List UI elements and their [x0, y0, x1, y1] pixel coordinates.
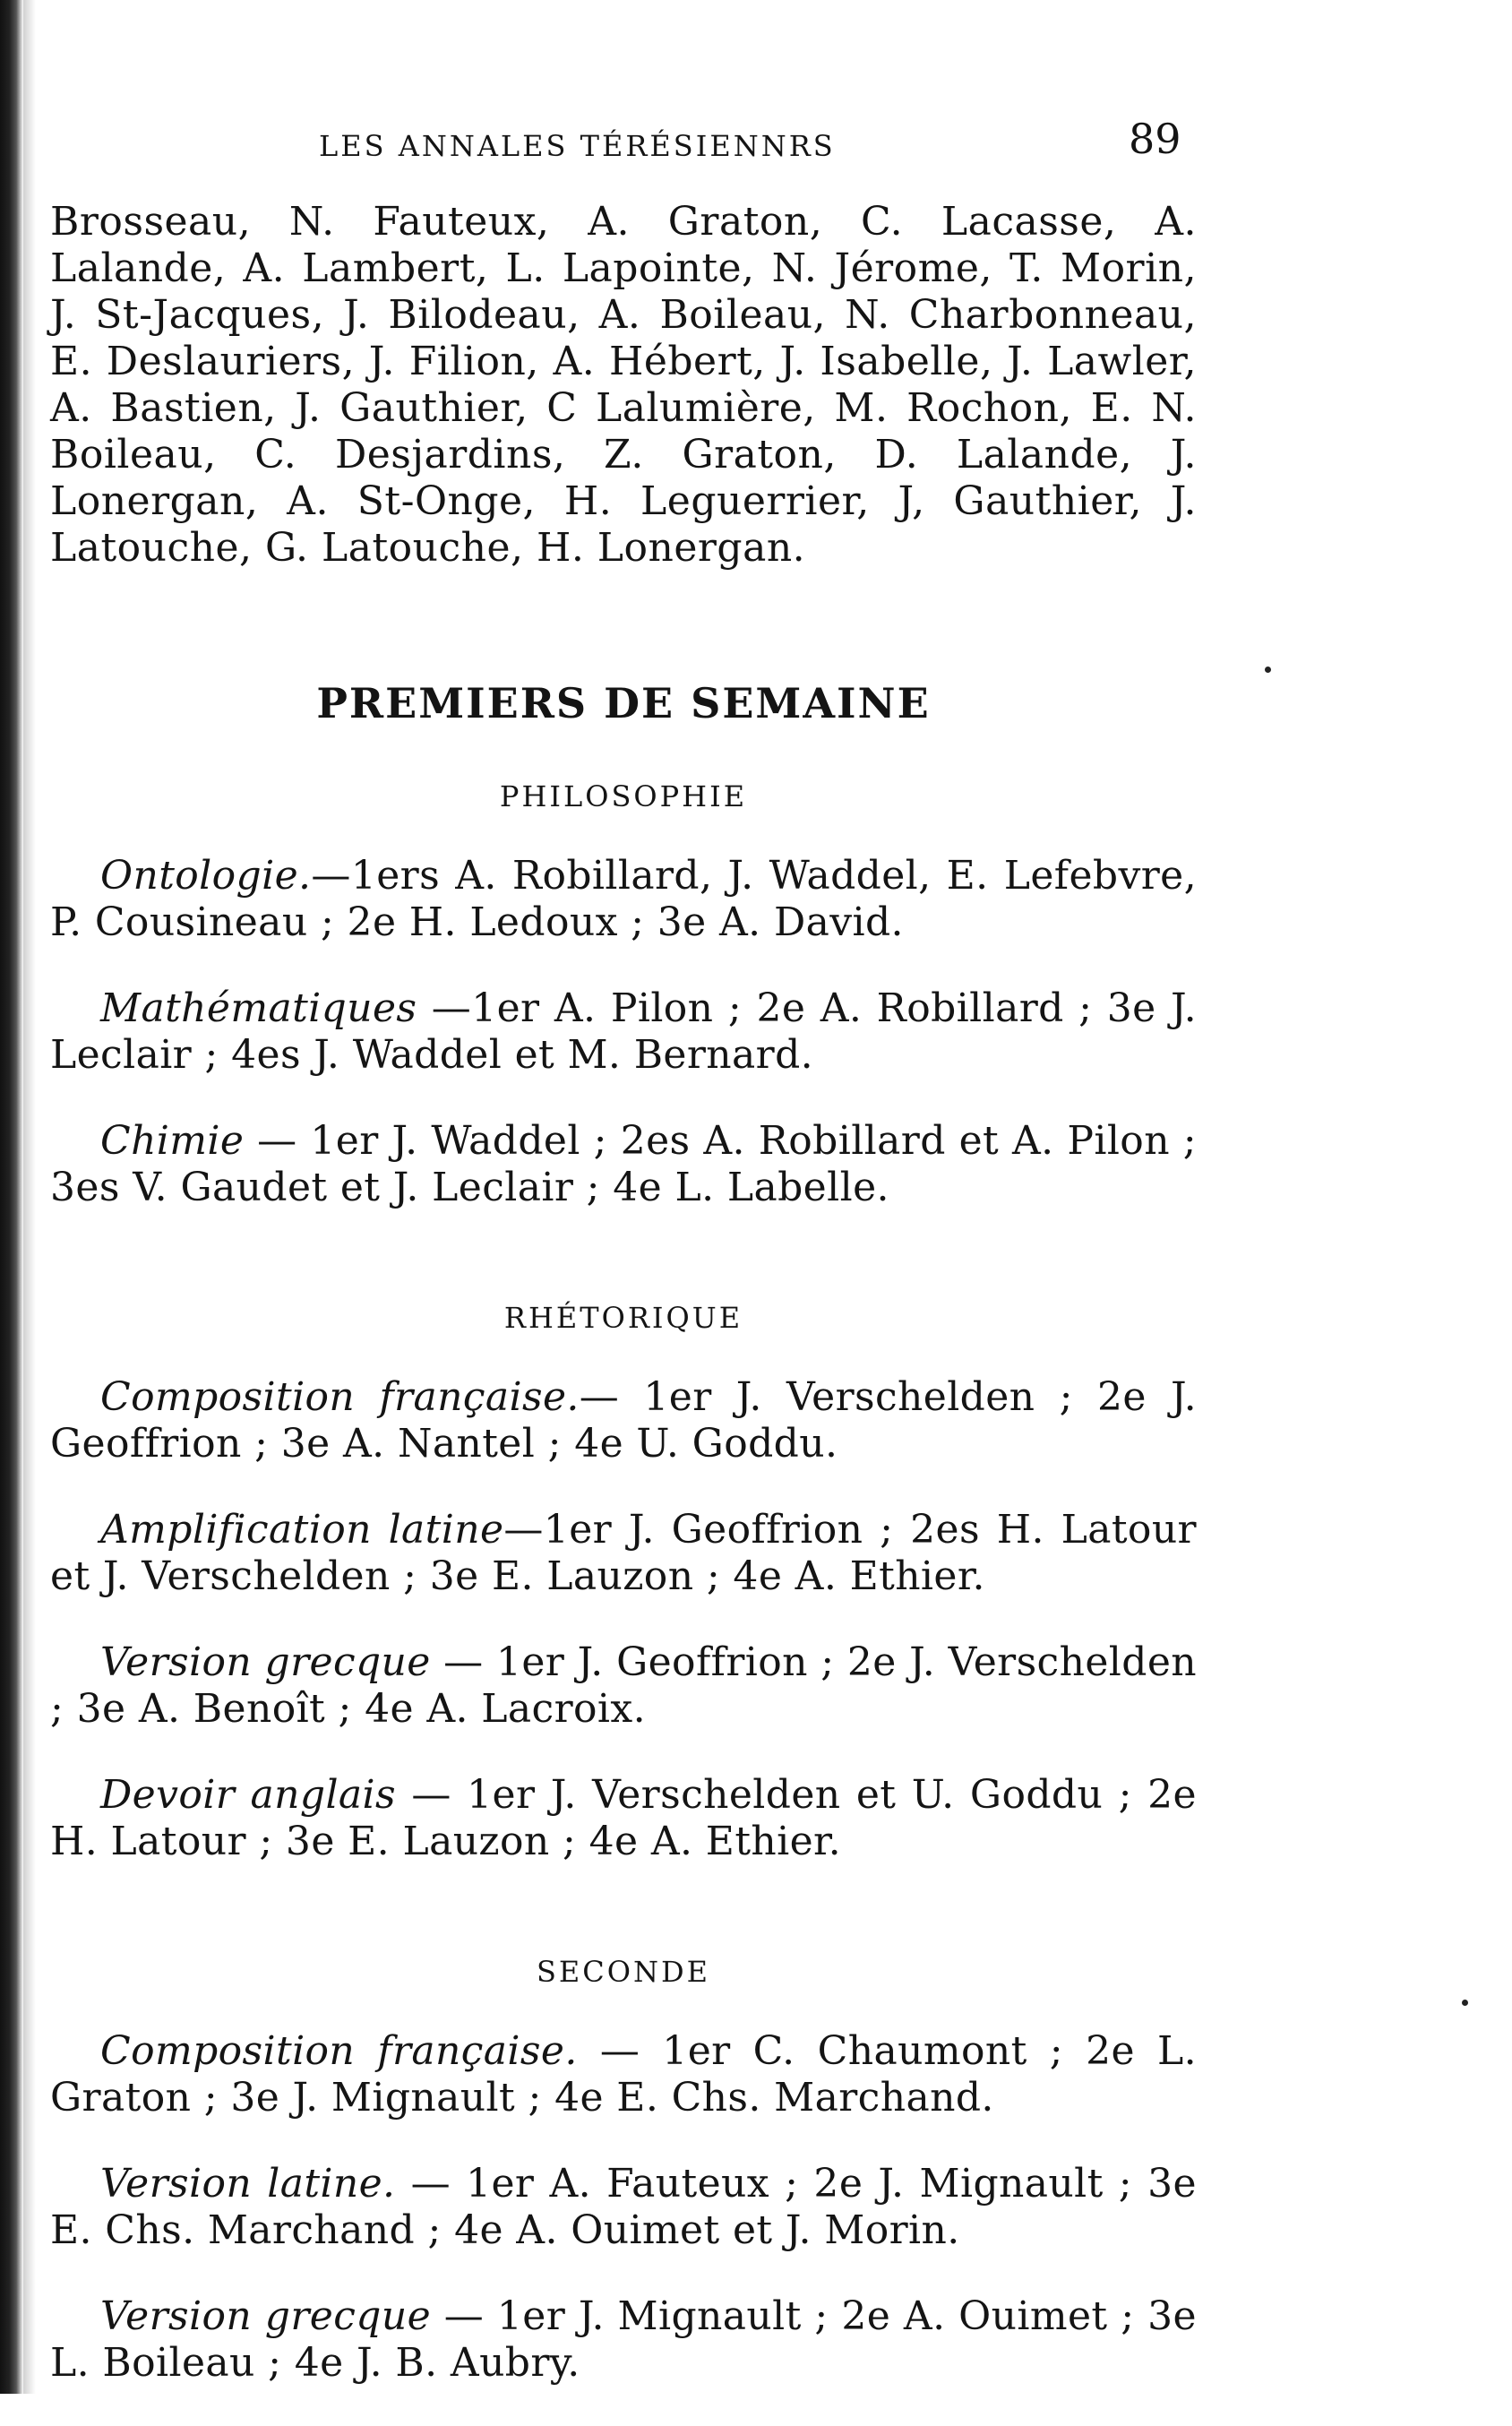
entry-text: —1er J. Geoffrion ; 2es H. Latour et J. Verschelden ; 3e E. Lauzon ; 4e A. Ethier.: [50, 1507, 1197, 1599]
entry-subject: Composition française.: [100, 2028, 578, 2074]
entry-subject: Chimie: [100, 1118, 245, 1164]
entry-subject: Mathématiques: [100, 985, 417, 1031]
entry-text: — 1er J. Geoffrion ; 2e J. Verschelden ; 3e A. Benoît ; 4e A. Lacroix.: [50, 1639, 1197, 1732]
print-speck: [1462, 2000, 1468, 2006]
entry: [50, 2161, 1197, 2254]
running-head: [50, 115, 1197, 168]
page-number: 89: [1129, 115, 1181, 163]
intro-paragraph: Brosseau, N. Fauteux, A. Graton, C. Lacasse, A. Lalande, A. Lambert, L. Lapointe, N. Jérome, T. Morin, J. St-Jacques, J. Bilodeau, A. Boileau, N. Charbonneau, E. Deslauriers, J. Filion, A. Hébert, J. Isabelle, J. Lawler, A. Bastien, J. Gauthier, C Lalumière, M. Rochon, E. N. Boileau, C. Desjardins, Z. Graton, D. Lalande, J. Lonergan, A. St-Onge, H. Leguerrier, J, Gauthier, J. Latouche, G. Latouche, H. Lonergan.: [50, 199, 1197, 571]
entry-subject: Version grecque: [100, 1639, 431, 1685]
book-spine-edge: [0, 0, 23, 2394]
section-title: PHILOSOPHIE: [499, 779, 748, 813]
entry-text: — 1er J. Mignault ; 2e A. Ouimet ; 3e L. Boileau ; 4e J. B. Aubry.: [50, 2293, 1197, 2386]
entry: [50, 853, 1197, 946]
book-page: [50, 115, 1197, 2426]
entry: [50, 1639, 1197, 1733]
entry-subject: Version grecque: [100, 2293, 432, 2339]
section-title: SECONDE: [536, 1955, 710, 1989]
entry: [50, 2293, 1197, 2387]
running-title: LES ANNALES TÉRÉSIENNRS: [319, 129, 836, 163]
entry: [50, 2028, 1197, 2121]
entry-subject: Devoir anglais: [100, 1772, 397, 1818]
entry-subject: Amplification latine: [100, 1507, 504, 1553]
section-philosophie: [50, 779, 1197, 1211]
spine-shadow: [23, 0, 36, 2394]
entry: [50, 1118, 1197, 1211]
entry-text: — 1er J. Verschelden ; 2e J. Geoffrion ; 3e A. Nantel ; 4e U. Goddu.: [50, 1374, 1198, 1467]
section-seconde: [50, 1955, 1197, 2387]
entry-text: — 1er J. Verschelden et U. Goddu ; 2e H. Latour ; 3e E. Lauzon ; 4e A. Ethier.: [50, 1772, 1197, 1864]
entry-text: —1ers A. Robillard, J. Waddel, E. Lefebvre, P. Cousineau ; 2e H. Ledoux ; 3e A. David.: [50, 853, 1197, 945]
entry-text: — 1er J. Waddel ; 2es A. Robillard et A. Pilon ; 3es V. Gaudet et J. Leclair ; 4e L. Labelle.: [50, 1118, 1197, 1210]
section-rhetorique: [50, 1301, 1197, 1865]
entry: [50, 1507, 1197, 1600]
entry-text: — 1er C. Chaumont ; 2e L. Graton ; 3e J. Mignault ; 4e E. Chs. Marchand.: [50, 2028, 1198, 2121]
entry: [50, 1772, 1197, 1865]
section-heading: PREMIERS DE SEMAINE: [316, 679, 931, 727]
entry-subject: Ontologie.: [100, 853, 312, 899]
entry: [50, 985, 1197, 1079]
print-speck: [1265, 667, 1271, 673]
entry-subject: Composition française.: [100, 1374, 580, 1420]
entry-text: —1er A. Pilon ; 2e A. Robillard ; 3e J. Leclair ; 4es J. Waddel et M. Bernard.: [50, 985, 1197, 1078]
entry-text: — 1er A. Fauteux ; 2e J. Mignault ; 3e E. Chs. Marchand ; 4e A. Ouimet et J. Morin.: [50, 2161, 1197, 2253]
entry: [50, 1374, 1197, 1467]
section-title: RHÉTORIQUE: [503, 1301, 743, 1335]
entry-subject: Version latine.: [100, 2161, 396, 2207]
